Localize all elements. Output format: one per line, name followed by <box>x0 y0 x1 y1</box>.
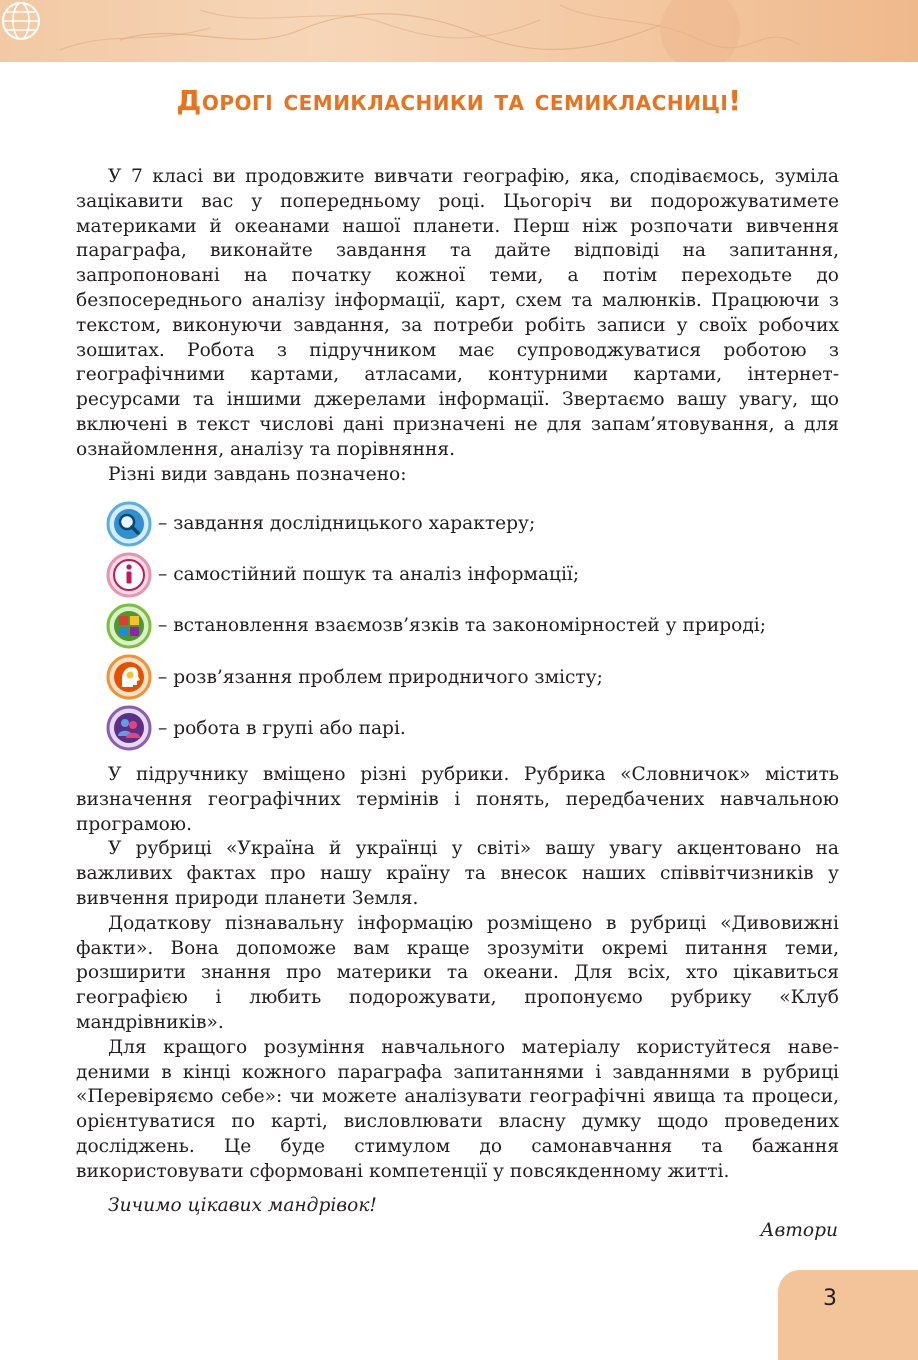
rubric-ukraine-paragraph: У рубриці «Україна й українці у світі» вашу увагу акцентовано на важливих фактах про нашу країну та внесок наших співвітчизників у вивчення природи планети Земля. <box>76 838 839 909</box>
rubric-slovnychok-paragraph: У підручнику вміщено різні рубрики. Рубрика «Словничок» містить визначення географічних термінів і понять, передбачених навчальною програмою. <box>76 764 839 835</box>
legend-item-group <box>106 703 846 754</box>
legend-text: – завдання дослідницького характеру; <box>158 513 536 535</box>
rubric-facts-paragraph: Додаткову пізнавальну інформацію розміщено в рубриці «Дивовижні факти». Вона допоможе вам краще зрозуміти окремі питання теми, розширити знання про материки та океани. Для всіх, хто цікавиться географією і любить подорожувати, пропонуємо рубрику «Клуб мандрівників». <box>76 912 839 1033</box>
header-banner <box>0 0 918 62</box>
globe-icon <box>0 0 42 42</box>
legend-item-relations <box>106 600 846 651</box>
magnifier-icon <box>106 501 152 547</box>
legend-text: – робота в групі або парі. <box>158 717 406 739</box>
legend-item-problems <box>106 652 846 703</box>
task-types-intro: Різні види завдань позначено: <box>108 463 407 485</box>
legend-item-info <box>106 549 846 600</box>
rubric-selfcheck-paragraph: Для кращого розуміння навчального матеріалу користуйтеся наведеними в кінці кожного параграфа запитаннями і завданнями в рубриці «Перевіряємо себе»: чи можете аналізувати географічні явища та процеси, орієнтуватися по карті, висловлювати власну думку щодо проведених досліджень. Це буде стимулом до самонавчання та бажання використовувати сформовані компетенції у повсякденному житті. <box>76 1036 839 1182</box>
closing-wish: Зичимо цікавих мандрівок! <box>108 1195 377 1216</box>
info-icon <box>106 552 152 598</box>
intro-section <box>76 165 839 487</box>
legend-text: – розв’язання проблем природничого змісту; <box>158 666 603 688</box>
task-legend <box>106 498 846 754</box>
page-number: 3 <box>823 1286 837 1311</box>
puzzle-icon <box>106 603 152 649</box>
page-number-tab <box>778 1270 918 1360</box>
legend-text: – встановлення взаємозв’язків та закономірностей у природі; <box>158 615 766 637</box>
intro-paragraph: У 7 класі ви продовжите вивчати географію, яка, сподіваємось, зуміла зацікавити вас у попередньому році. Цьогоріч ви подорожуватимете материками й океанами нашої планети. Перш ніж розпочати вивчення параграфа, виконайте завдання та дайте відповіді на запитання, запропоновані на початку кожної теми, а потім переходьте до безпосереднього аналізу інформації, карт, схем та малюнків. Працюючи з текстом, виконуючи завдання, за потреби робіть записи у своїх робочих зошитах. Робота з підручником має супроводжуватися роботою з географічними картами, атласами, контурними картами, інтернет-ресурсами та іншими джерелами інформації. Звертаємо вашу увагу, що включені в текст числові дані призначені не для запам’ятовування, а для ознайомлення, аналізу та порівняння. <box>76 166 839 460</box>
map-texture <box>0 0 918 62</box>
legend-item-research <box>106 498 846 549</box>
head-bulb-icon <box>106 654 152 700</box>
legend-text: – самостійний пошук та аналіз інформації; <box>158 564 580 586</box>
authors-signature: Автори <box>760 1220 838 1241</box>
group-icon <box>106 705 152 751</box>
page-title: Дорогі семикласники та семикласниці! <box>176 84 742 117</box>
rubrics-section <box>76 763 839 1185</box>
